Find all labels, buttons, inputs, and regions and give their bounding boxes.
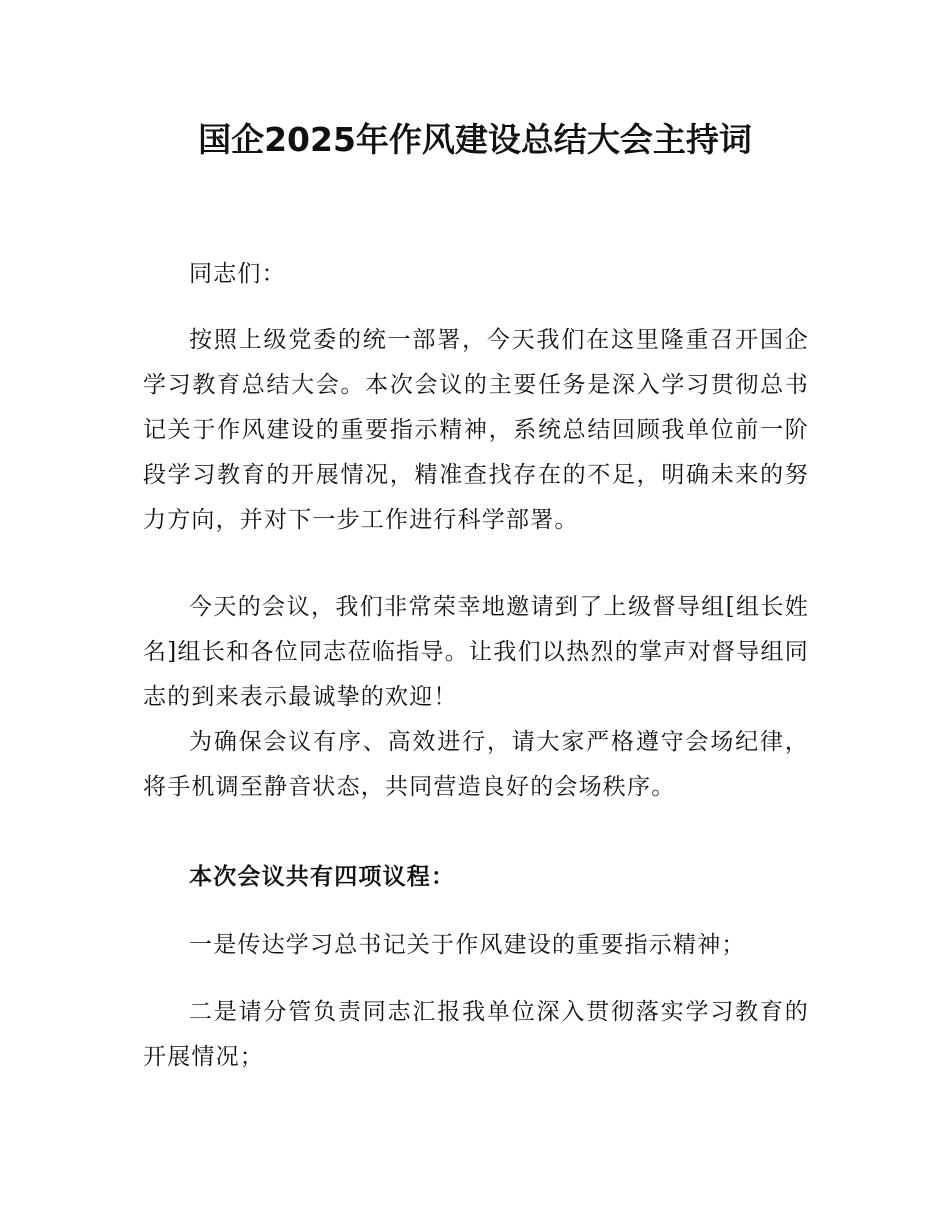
welcome-paragraph: 今天的会议，我们非常荣幸地邀请到了上级督导组[组长姓名]组长和各位同志莅临指导。让我们以热烈的掌声对督导组同志的到来表示最诚挚的欢迎！	[143, 594, 809, 710]
agenda-item-2: 二是请分管负责同志汇报我单位深入贯彻落实学习教育的开展情况；	[143, 999, 809, 1070]
agenda-heading: 本次会议共有四项议程：	[189, 864, 456, 890]
agenda-item-1: 一是传达学习总书记关于作风建设的重要指示精神；	[189, 932, 746, 958]
document-title: 国企2025年作风建设总结大会主持词	[198, 120, 752, 159]
intro-paragraph: 按照上级党委的统一部署，今天我们在这里隆重召开国企学习教育总结大会。本次会议的主要任务是深入学习贯彻总书记关于作风建设的重要指示精神，系统总结回顾我单位前一阶段学习教育的开展情况，精准查找存在的不足，明确未来的努力方向，并对下一步工作进行科学部署。	[143, 327, 809, 533]
discipline-paragraph: 为确保会议有序、高效进行，请大家严格遵守会场纪律，将手机调至静音状态，共同营造良好的会场秩序。	[143, 729, 809, 800]
greeting-paragraph: 同志们：	[189, 261, 286, 287]
